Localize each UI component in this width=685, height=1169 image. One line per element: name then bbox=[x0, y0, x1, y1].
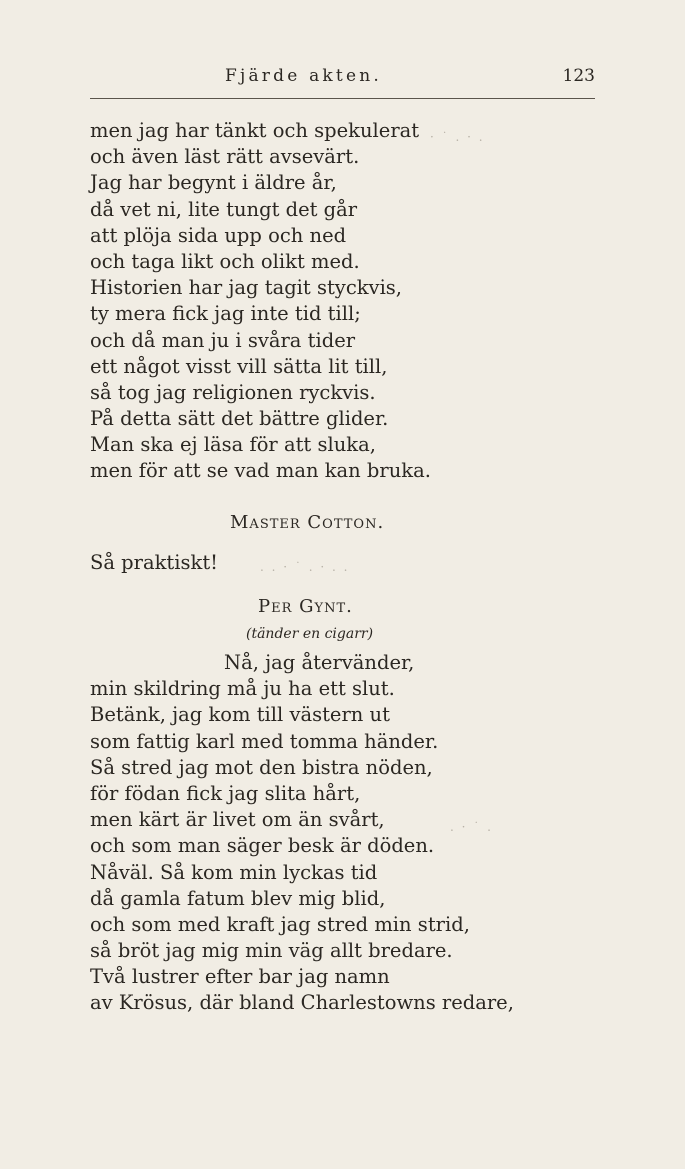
verse-line: och som med kraft jag stred min strid, bbox=[90, 912, 470, 936]
verse-line: då vet ni, lite tungt det går bbox=[90, 197, 358, 221]
verse-block-2 bbox=[90, 550, 218, 576]
verse-line: att plöja sida upp och ned bbox=[90, 223, 347, 247]
verse-block-1 bbox=[90, 118, 431, 485]
verse-line: Nå, jag återvänder, bbox=[224, 651, 415, 674]
paper-show-through: · ˙ . · . bbox=[430, 130, 485, 144]
verse-line: men kärt är livet om än svårt, bbox=[90, 808, 385, 832]
verse-line: Man ska ej läsa för att sluka, bbox=[90, 433, 376, 457]
verse-line: så bröt jag mig min väg allt bredare. bbox=[90, 939, 453, 963]
verse-line: och då man ju i svåra tider bbox=[90, 328, 356, 352]
verse-line: då gamla fatum blev mig blid, bbox=[90, 886, 386, 910]
verse-line: Så praktiskt! bbox=[90, 551, 218, 574]
page-number: 123 bbox=[562, 66, 595, 86]
verse-line: ty mera fick jag inte tid till; bbox=[90, 302, 361, 326]
paper-show-through: . · ˙ . bbox=[450, 820, 493, 834]
verse-line: och taga likt och olikt med. bbox=[90, 249, 360, 273]
verse-line: men jag har tänkt och spekulerat bbox=[90, 119, 420, 142]
running-title: Fjärde akten. bbox=[225, 66, 382, 86]
verse-line: Två lustrer efter bar jag namn bbox=[90, 965, 390, 989]
verse-line: Så stred jag mot den bistra nöden, bbox=[90, 755, 433, 779]
stage-direction: (tänder en cigarr) bbox=[246, 626, 374, 642]
verse-line: som fattig karl med tomma händer. bbox=[90, 729, 439, 753]
verse-line: och som man säger besk är döden. bbox=[90, 834, 435, 858]
verse-line: ett något visst vill sätta lit till, bbox=[90, 354, 388, 378]
verse-line: Jag har begynt i äldre år, bbox=[90, 171, 337, 195]
verse-line: för födan fick jag slita hårt, bbox=[90, 781, 361, 805]
speaker-name-master-cotton: Master Cotton. bbox=[230, 512, 385, 533]
verse-line: Historien har jag tagit styckvis, bbox=[90, 276, 403, 300]
verse-line: min skildring må ju ha ett slut. bbox=[90, 677, 395, 701]
verse-line: men för att se vad man kan bruka. bbox=[90, 459, 431, 483]
page-header bbox=[90, 66, 595, 99]
verse-line: Nåväl. Så kom min lyckas tid bbox=[90, 860, 378, 884]
verse-line: Betänk, jag kom till västern ut bbox=[90, 703, 390, 727]
verse-line: av Krösus, där bland Charlestowns redare, bbox=[90, 991, 514, 1015]
speaker-name-per-gynt: Per Gynt. bbox=[258, 596, 353, 617]
verse-line: så tog jag religionen ryckvis. bbox=[90, 380, 376, 404]
verse-line: På detta sätt det bättre glider. bbox=[90, 407, 389, 431]
paper-show-through: . . · ˙ . · . . bbox=[260, 560, 350, 574]
verse-line: och även läst rätt avsevärt. bbox=[90, 145, 360, 169]
